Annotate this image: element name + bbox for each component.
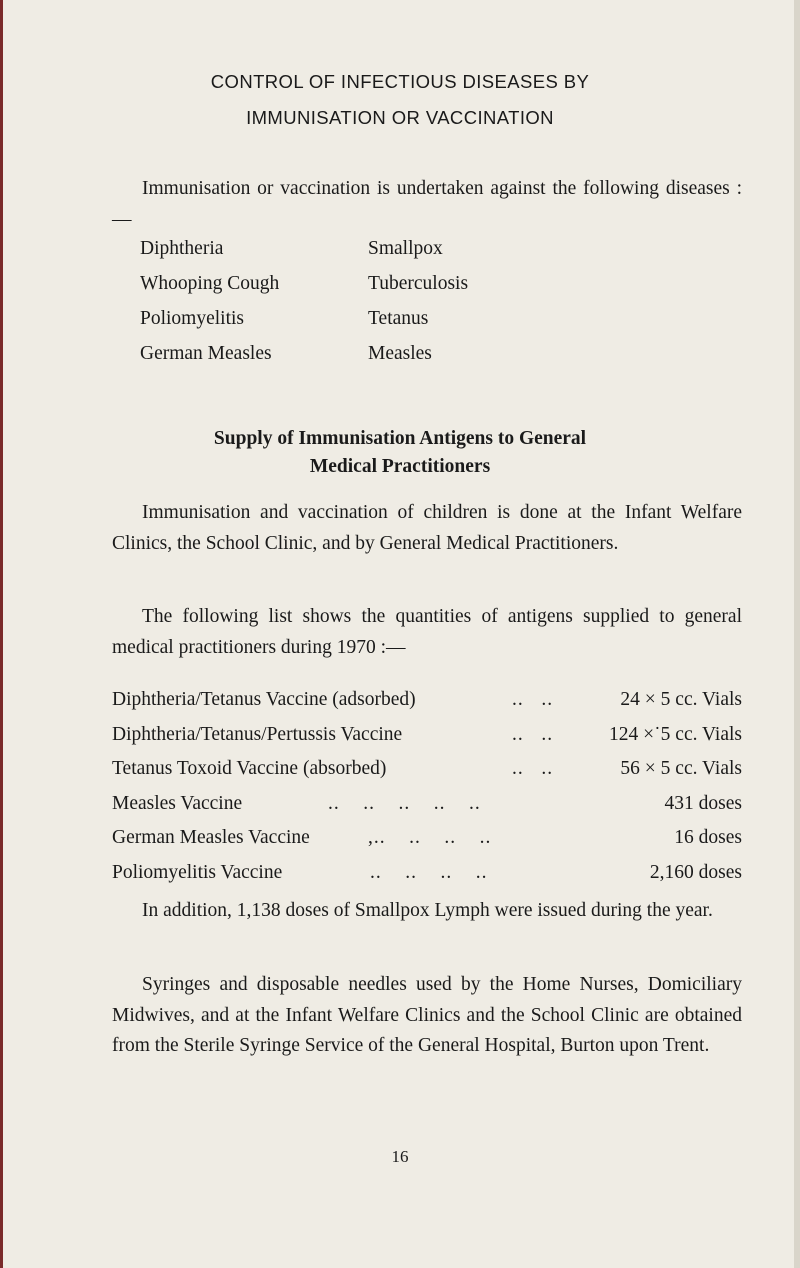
list-item	[112, 718, 742, 753]
antigen-quantity: 56 × 5 cc. Vials	[620, 758, 742, 779]
leader-dots: .. ..	[512, 758, 554, 779]
antigen-name: Tetanus Toxoid Vaccine (absorbed)	[112, 758, 387, 779]
page-number: 16	[391, 1147, 409, 1166]
antigen-name: German Measles Vaccine	[112, 827, 310, 848]
leader-dots: .. ..	[512, 689, 554, 710]
leader-dots: .. .. .. ..	[370, 861, 488, 883]
antigen-quantity: 431 doses	[664, 792, 742, 814]
list-item	[112, 787, 742, 822]
leader-dots: ,.. .. .. ..	[368, 827, 492, 848]
disease-name: Whooping Cough	[140, 273, 280, 294]
leader-dots: .. .. .. .. ..	[328, 792, 481, 814]
disease-name: Tetanus	[368, 308, 429, 329]
page-title	[0, 64, 800, 136]
section-heading-line-2: Medical Practitioners	[309, 456, 491, 477]
list-intro-paragraph: The following list shows the quantities of antigens supplied to general medical practitioners during 1970 :—	[112, 606, 742, 658]
disease-row	[140, 336, 620, 371]
clinics-paragraph: Immunisation and vaccination of children is done at the Infant Welfare Clinics, the School Clinic, and by General Medical Practitioners.	[112, 502, 742, 554]
antigen-name: Measles Vaccine	[112, 792, 243, 814]
intro-paragraph: Immunisation or vaccination is undertaken against the following diseases :—	[112, 178, 742, 230]
disease-row	[140, 231, 620, 266]
antigen-name: Diphtheria/Tetanus Vaccine (adsorbed)	[112, 689, 416, 710]
antigen-name: Diphtheria/Tetanus/Pertussis Vaccine	[112, 723, 403, 745]
disease-row	[140, 266, 620, 301]
section-heading	[0, 425, 800, 481]
syringes-paragraph: Syringes and disposable needles used by the Home Nurses, Domiciliary Midwives, and at the Infant Welfare Clinics and the School Clinic are obtained from the Sterile Syringe Service of the General Hospital, Burton upon Trent.	[112, 974, 742, 1056]
page-title-line-2: IMMUNISATION OR VACCINATION	[246, 107, 554, 128]
antigen-name: Poliomyelitis Vaccine	[112, 861, 283, 883]
list-item	[112, 752, 742, 787]
list-item	[112, 821, 742, 856]
disease-name: German Measles	[140, 343, 272, 364]
antigen-quantity: 16 doses	[674, 827, 742, 848]
smallpox-paragraph: In addition, 1,138 doses of Smallpox Lymph were issued during the year.	[142, 900, 713, 921]
disease-row	[140, 301, 620, 336]
list-item	[112, 683, 742, 718]
disease-name: Measles	[368, 343, 432, 364]
section-heading-line-1: Supply of Immunisation Antigens to General	[213, 428, 587, 449]
disease-name: Tuberculosis	[368, 273, 469, 294]
page-title-line-1: CONTROL OF INFECTIOUS DISEASES BY	[210, 71, 590, 92]
antigen-quantity: 2,160 doses	[649, 861, 742, 883]
disease-list	[140, 231, 620, 371]
antigen-quantity: 124 ×˙5 cc. Vials	[609, 723, 742, 745]
page-left-edge	[0, 0, 3, 1268]
list-item	[112, 856, 742, 891]
antigen-quantity: 24 × 5 cc. Vials	[620, 689, 742, 710]
disease-name: Smallpox	[368, 238, 443, 259]
page-right-edge	[794, 0, 800, 1268]
leader-dots: .. ..	[512, 723, 554, 745]
disease-name: Poliomyelitis	[140, 308, 245, 329]
disease-name: Diphtheria	[140, 238, 224, 259]
antigen-supply-list	[112, 683, 742, 890]
